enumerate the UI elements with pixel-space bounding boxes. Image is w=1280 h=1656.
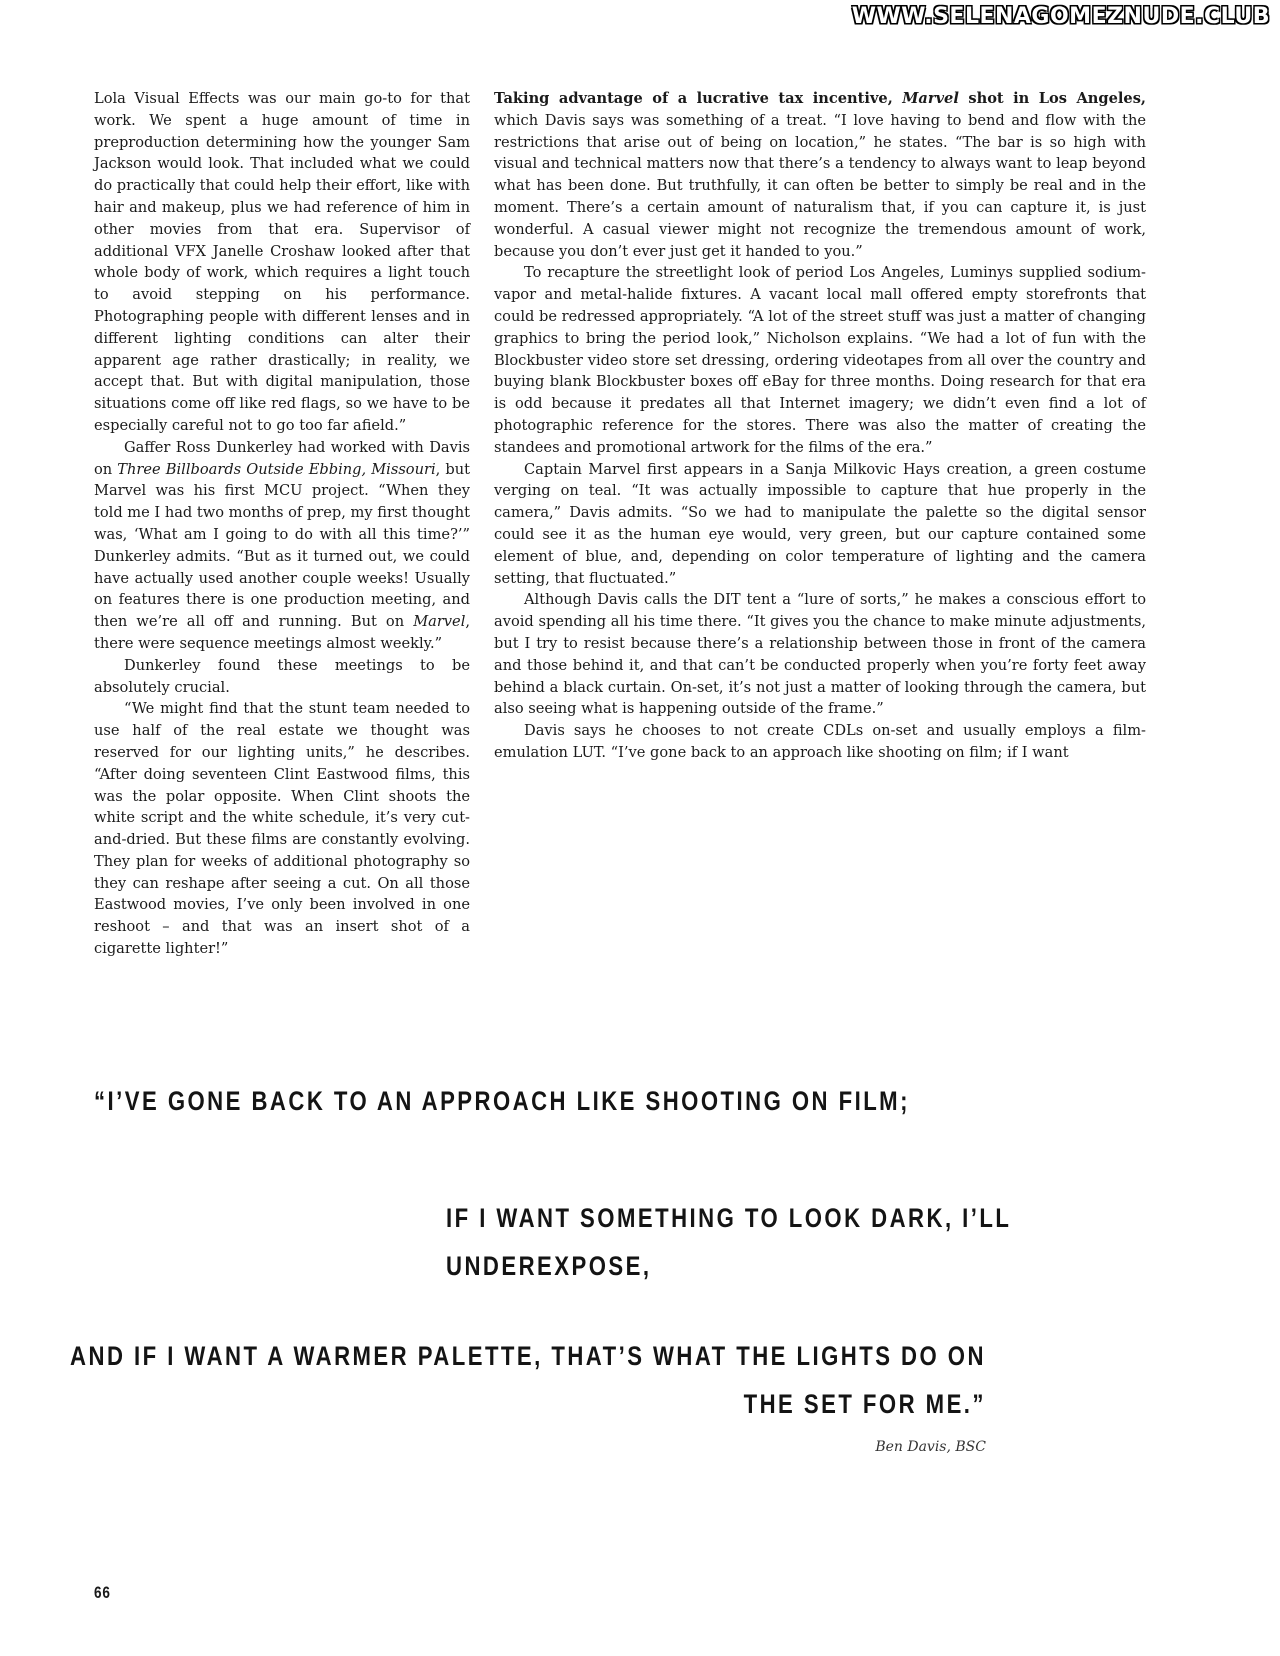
lead-in bbox=[494, 90, 1146, 107]
text-run: shot in Los Angeles, bbox=[958, 90, 1147, 107]
body-paragraph: Captain Marvel first appears in a Sanja Milkovic Hays creation, a green costume verging on teal. “It was actually impossible to capture that hue properly in the camera,” Davis admits. “So we had to manipulate the palette so the digital sensor could see it as the human eye would, very green, but our capture contained some element of blue, and, depending on color temperature of lighting and the camera setting, that fluctuated.” bbox=[494, 460, 1146, 587]
body-paragraph: To recapture the streetlight look of period Los Angeles, Luminys supplied sodium-vapor and metal-halide fixtures. A vacant local mall offered empty storefronts that could be redressed appropriately. “A lot of the street stuff was just a matter of changing graphics to bring the period look,” Nicholson explains. “We had a lot of fun with the Blockbuster video store set dressing, ordering videotapes from all over the country and buying blank Blockbuster boxes off eBay for three months. Doing research for that era is odd because it predates all that Internet imagery; we didn’t even find a lot of photographic reference for the stores. There was also the matter of creating the standees and promotional artwork for the films of the era.” bbox=[494, 264, 1146, 456]
body-paragraph-lead bbox=[494, 88, 1146, 262]
pull-quote-line bbox=[70, 1332, 986, 1428]
body-paragraph: Lola Visual Effects was our main go-to for that work. We spent a huge amount of time in preproduction determining how the younger Sam Jackson would look. That included what we could do practically that could help their effort, like with hair and makeup, plus we had reference of him in other movies from that era. Supervisor of additional VFX Janelle Croshaw looked after that whole body of work, which requires a light touch to avoid stepping on his performance. Photographing people with different lenses and in different lighting conditions can alter their apparent age rather drastically; in reality, we accept that. But with digital manipulation, those situations come off like red flags, so we have to be especially careful not to go too far afield.” bbox=[94, 90, 470, 434]
body-paragraph bbox=[94, 437, 470, 655]
pull-quote-line: “I’VE GONE BACK TO AN APPROACH LIKE SHOOTING ON FILM; bbox=[94, 1086, 910, 1116]
film-title: Marvel bbox=[413, 613, 466, 631]
pull-quote-text: AND IF I WANT A WARMER PALETTE, THAT’S WHAT THE LIGHTS DO ON bbox=[70, 1341, 986, 1371]
body-paragraph: “We might find that the stunt team needed to use half of the real estate we thought was reserved for our lighting units,” he describes. “After doing seventeen Clint Eastwood films, this was the polar opposite. When Clint shoots the white script and the white schedule, it’s very cut-and-dried. But these films are constantly evolving. They plan for weeks of additional photography so they can reshape after seeing a cut. On all those Eastwood movies, I’ve only been involved in one reshoot – and that was an insert shot of a cigarette lighter!” bbox=[94, 700, 470, 958]
body-paragraph: Dunkerley found these meetings to be absolutely crucial. bbox=[94, 656, 470, 696]
text-run: , there were sequence meetings almost weekly.” bbox=[94, 613, 470, 652]
pull-quote-attribution: Ben Davis, BSC bbox=[875, 1439, 986, 1455]
text-run: , but Marvel was his first MCU project. “When they told me I had two months of prep, my first thought was, ‘What am I going to do with all this time?’” Dunkerley admits. “But as it turned out, we could have actually used another couple weeks! Usually on features there is one production meeting, and then we’re all off and running. But on bbox=[94, 460, 470, 631]
pull-quote-line bbox=[446, 1194, 1011, 1290]
text-run: Gaffer Ross Dunkerley had worked with Davis on bbox=[94, 438, 470, 478]
film-title: Three Billboards Outside Ebbing, Missouri bbox=[117, 460, 436, 478]
pull-quote-text: THE SET FOR ME.” bbox=[743, 1389, 986, 1419]
film-title: Marvel bbox=[902, 90, 959, 107]
body-paragraph: Davis says he chooses to not create CDLs on-set and usually employs a film-emulation LUT. “I’ve gone back to an approach like shooting on film; if I want bbox=[494, 722, 1146, 761]
article-column-right bbox=[494, 88, 1146, 764]
text-run: Taking advantage of a lucrative tax incentive, bbox=[494, 90, 903, 107]
pull-quote-text: IF I WANT SOMETHING TO LOOK DARK, I’LL bbox=[446, 1203, 1012, 1233]
page-number: 66 bbox=[94, 1583, 111, 1602]
text-run: which Davis says was something of a treat. “I love having to bend and flow with the restrictions that arise out of being on location,” he states. “The bar is so high with visual and technical matters now that there’s a tendency to always want to leap beyond what has been done. But truthfully, it can often be better to simply be real and in the moment. There’s a certain amount of naturalism that, if you can capture it, is just wonderful. A casual viewer might not recognize the tremendous amount of work, because you don’t ever just get it handed to you.” bbox=[494, 111, 1146, 260]
site-watermark: WWW.SELENAGOMEZNUDE.CLUB bbox=[851, 4, 1270, 29]
article-column-left bbox=[94, 88, 470, 960]
body-paragraph: Although Davis calls the DIT tent a “lure of sorts,” he makes a conscious effort to avoid spending all his time there. “It gives you the chance to make minute adjustments, but I try to resist because there’s a relationship between those in front of the camera and those behind it, and that can’t be conducted properly when you’re forty feet away behind a black curtain. On-set, it’s not just a matter of looking through the camera, but also seeing what is happening outside of the frame.” bbox=[494, 591, 1146, 718]
pull-quote-text: UNDEREXPOSE, bbox=[446, 1251, 652, 1281]
